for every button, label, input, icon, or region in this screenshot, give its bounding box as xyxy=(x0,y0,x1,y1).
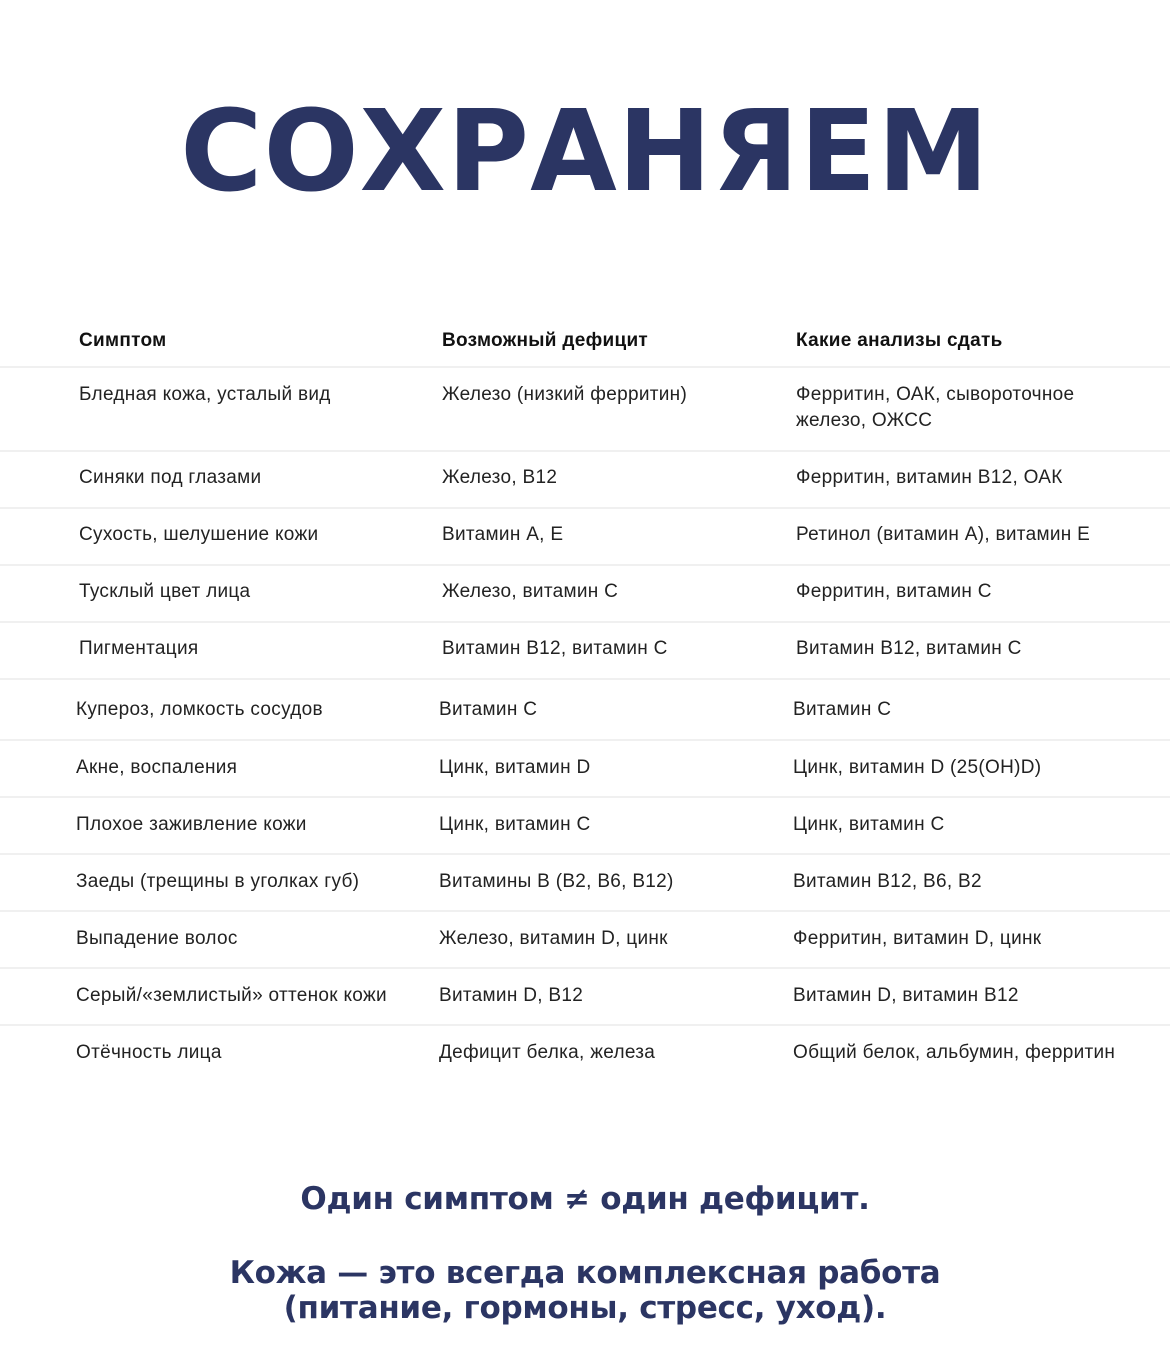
cell-symptom: Заеды (трещины в уголках губ) xyxy=(76,871,360,892)
cell-symptom: Пигментация xyxy=(79,638,199,659)
cell-deficit: Витамины В (В2, В6, В12) xyxy=(439,871,674,892)
table-row xyxy=(0,452,1170,509)
cell-tests: Витамин B12, витамин C xyxy=(796,638,1022,659)
cell-tests: Ретинол (витамин A), витамин E xyxy=(796,524,1091,545)
cell-symptom: Тусклый цвет лица xyxy=(79,581,251,602)
cell-tests: Общий белок, альбумин, ферритин xyxy=(793,1042,1116,1063)
cell-tests: Цинк, витамин D (25(OH)D) xyxy=(793,757,1042,778)
cell-tests: Витамин В12, В6, В2 xyxy=(793,871,982,892)
table-row xyxy=(0,741,1170,798)
cell-symptom: Бледная кожа, усталый вид xyxy=(79,384,331,405)
cell-symptom: Серый/«землистый» оттенок кожи xyxy=(76,985,387,1006)
cell-deficit: Железо, витамин D, цинк xyxy=(439,928,668,949)
cell-deficit: Железо, B12 xyxy=(442,467,558,488)
cell-deficit: Железо (низкий ферритин) xyxy=(442,384,688,405)
cell-deficit: Витамин B12, витамин C xyxy=(442,638,668,659)
cell-tests-line-1: Ферритин, ОАК, сывороточное xyxy=(796,384,1075,405)
cell-deficit: Железо, витамин C xyxy=(442,581,619,602)
table-row xyxy=(0,969,1170,1026)
deficit-table xyxy=(0,310,1170,1083)
table-row xyxy=(0,368,1170,452)
cell-deficit: Витамин С xyxy=(439,699,538,720)
footer-line-3: (питание, гормоны, стресс, уход). xyxy=(283,1290,887,1326)
cell-deficit: Дефицит белка, железа xyxy=(439,1042,656,1063)
table-row xyxy=(0,509,1170,566)
cell-tests-line-2: железо, ОЖСС xyxy=(796,410,933,431)
cell-deficit: Цинк, витамин D xyxy=(439,757,591,778)
cell-symptom: Выпадение волос xyxy=(76,928,238,949)
cell-symptom: Акне, воспаления xyxy=(76,757,238,778)
header-tests: Какие анализы сдать xyxy=(796,330,1003,351)
cell-tests: Ферритин, витамин D, цинк xyxy=(793,928,1042,949)
cell-symptom: Синяки под глазами xyxy=(79,467,262,488)
header-deficit: Возможный дефицит xyxy=(442,330,649,351)
table-row xyxy=(0,1026,1170,1083)
cell-tests: Цинк, витамин С xyxy=(793,814,945,835)
footer-line-2: Кожа — это всегда комплексная работа xyxy=(229,1255,941,1291)
table-row xyxy=(0,566,1170,623)
table-row xyxy=(0,798,1170,855)
table-row xyxy=(0,855,1170,912)
cell-deficit: Витамин A, E xyxy=(442,524,564,545)
cell-symptom: Плохое заживление кожи xyxy=(76,814,307,835)
cell-symptom: Сухость, шелушение кожи xyxy=(79,524,319,545)
cell-deficit: Цинк, витамин С xyxy=(439,814,591,835)
cell-symptom: Купероз, ломкость сосудов xyxy=(76,699,323,720)
header-symptom: Симптом xyxy=(79,330,167,351)
cell-deficit: Витамин D, B12 xyxy=(439,985,584,1006)
cell-tests: Ферритин, витамин C xyxy=(796,581,992,602)
cell-tests: Ферритин, витамин B12, ОАК xyxy=(796,467,1063,488)
cell-tests: Витамин D, витамин B12 xyxy=(793,985,1019,1006)
table-row xyxy=(0,680,1170,741)
footer-line-1: Один симптом ≠ один дефицит. xyxy=(300,1181,870,1217)
table-row xyxy=(0,623,1170,680)
table-header-row xyxy=(0,310,1170,368)
table-row xyxy=(0,912,1170,969)
cell-tests: Витамин С xyxy=(793,699,892,720)
cell-symptom: Отёчность лица xyxy=(76,1042,222,1063)
page-title: СОХРАНЯЕМ xyxy=(180,87,990,217)
